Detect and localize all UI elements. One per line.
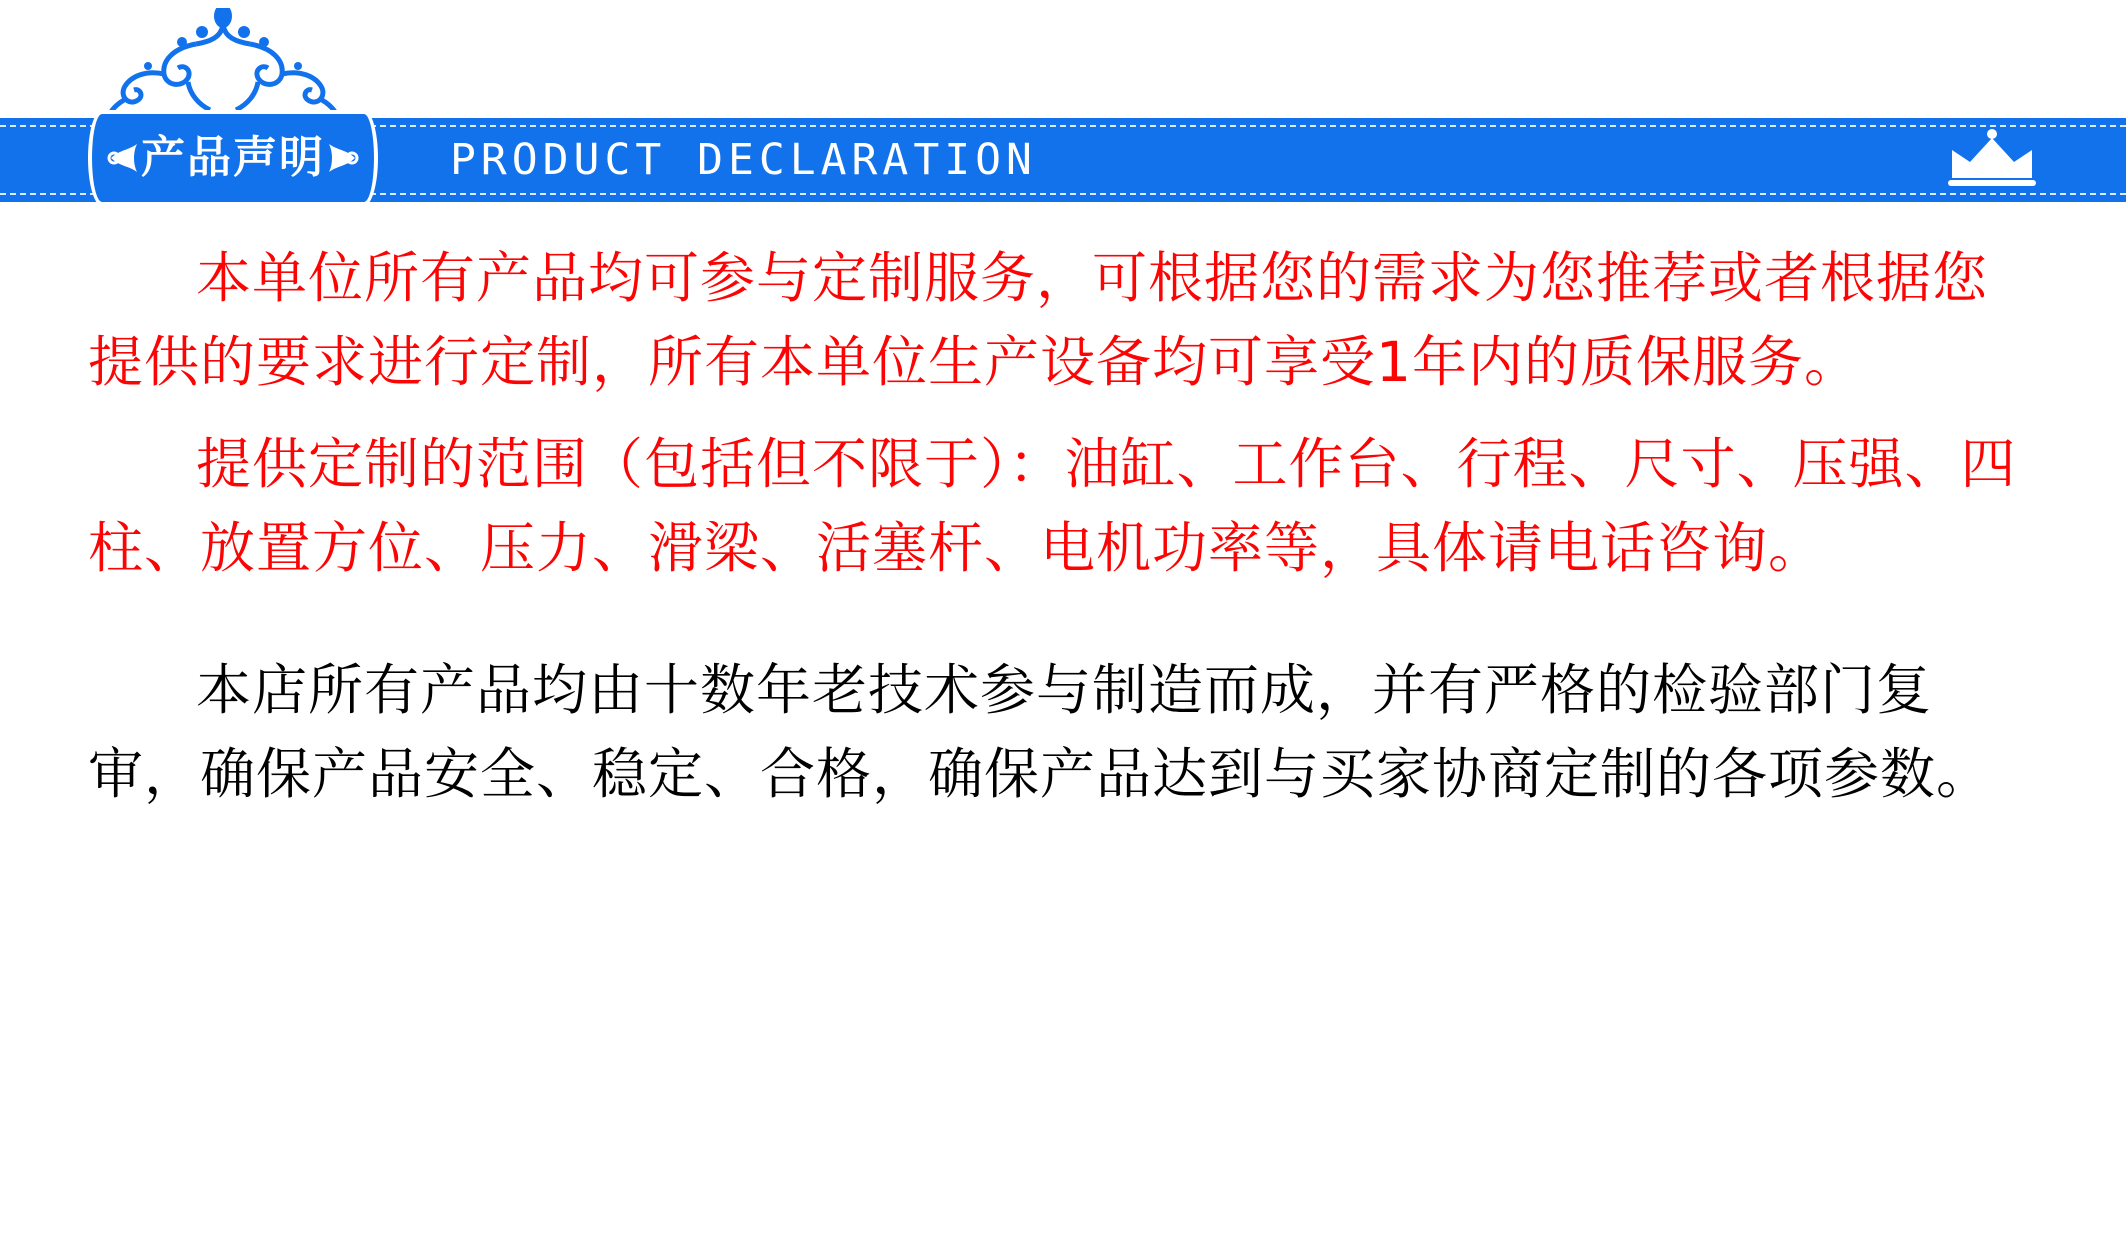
badge-title-zh: 产品声明 [141, 133, 325, 182]
paragraph-3: 本店所有产品均由十数年老技术参与制造而成，并有严格的检验部门复审，确保产品安全、稳定、合格，确保产品达到与买家协商定制的各项参数。 [88, 658, 1993, 806]
ornament-icon [325, 141, 359, 175]
banner-title-en: PRODUCT DECLARATION [450, 135, 1037, 185]
declaration-content [0, 236, 2126, 816]
ornament-icon [107, 141, 141, 175]
crown-icon [1944, 128, 2040, 188]
flourish-icon [78, 8, 368, 126]
paragraph-1: 本单位所有产品均可参与定制服务，可根据您的需求为您推荐或者根据您提供的要求进行定制，所有本单位生产设备均可享受1年内的质保服务。 [88, 246, 1989, 394]
spacer [88, 404, 2038, 422]
paragraph-2: 提供定制的范围（包括但不限于）：油缸、工作台、行程、尺寸、压强、四柱、放置方位、压力、滑梁、活塞杆、电机功率等，具体请电话咨询。 [88, 432, 2017, 580]
page-header [0, 0, 2126, 212]
spacer [88, 590, 2038, 648]
product-declaration-badge [88, 110, 378, 206]
